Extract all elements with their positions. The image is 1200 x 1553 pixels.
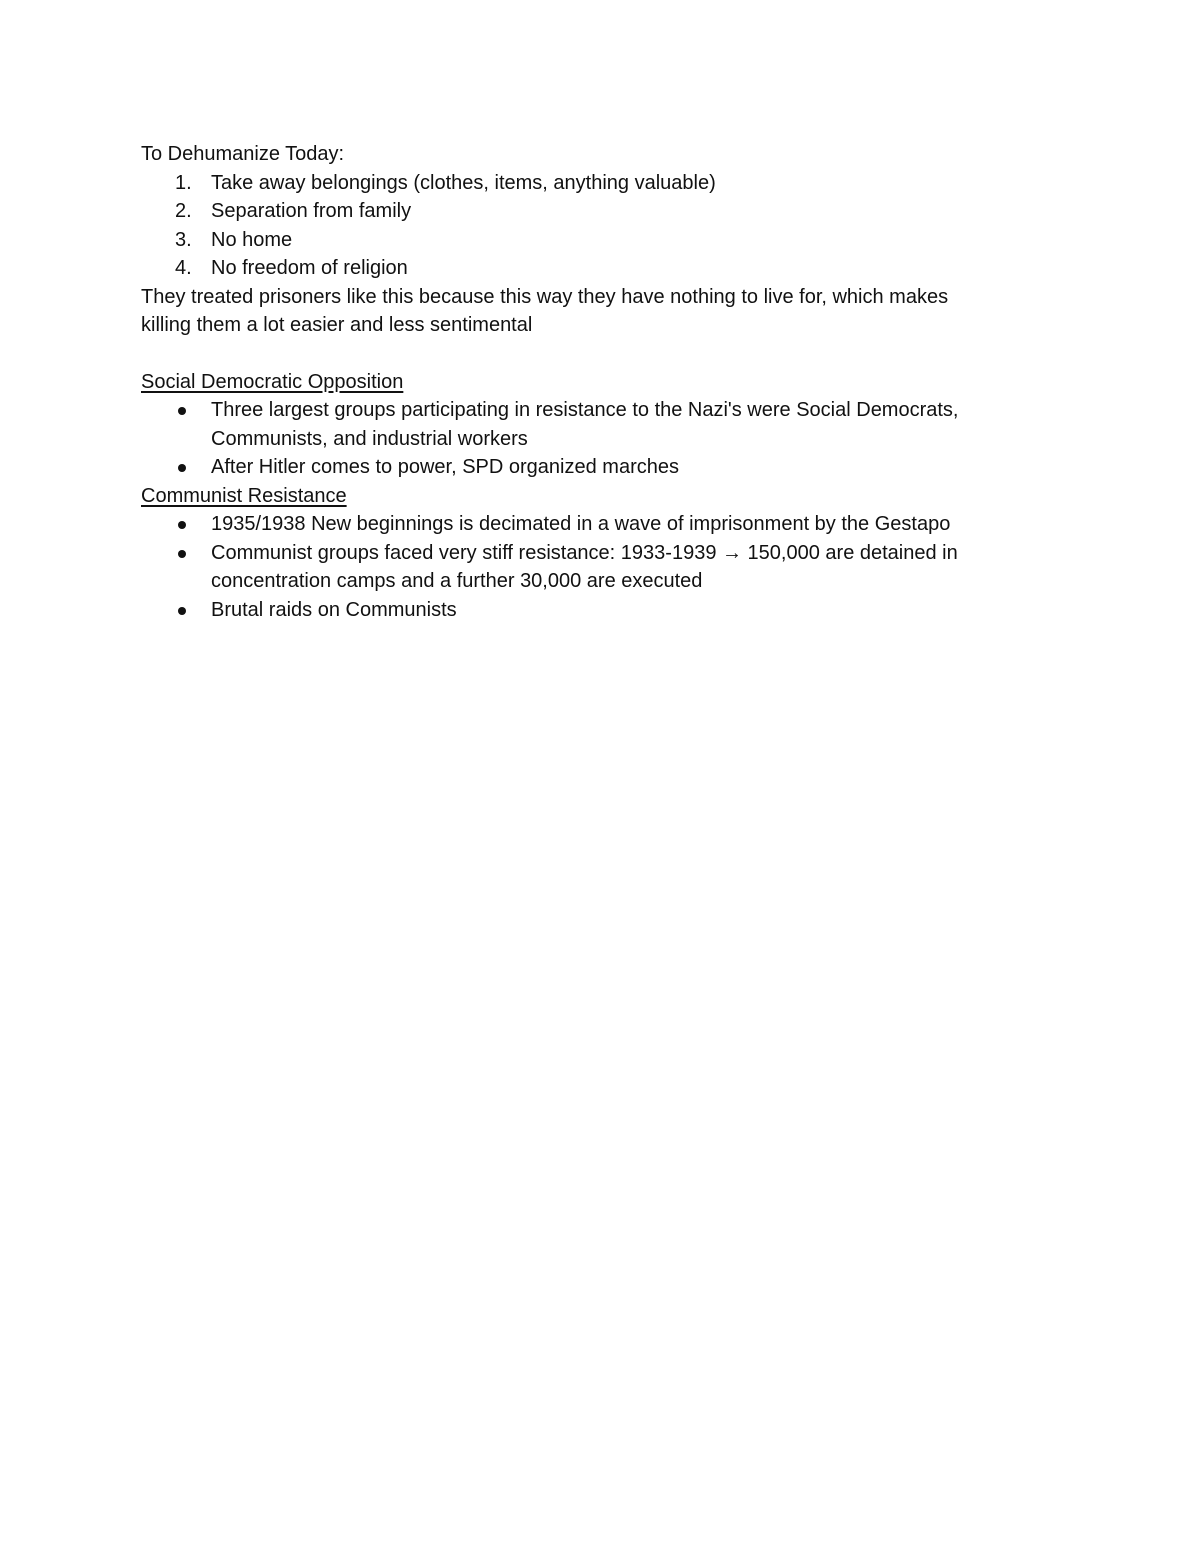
list-item <box>141 510 1041 539</box>
social-democratic-list <box>141 396 1041 482</box>
list-item-text: After Hitler comes to power, SPD organized marches <box>211 456 679 478</box>
social-democratic-heading: Social Democratic Opposition <box>141 370 404 393</box>
paragraph-line: They treated prisoners like this because this way they have nothing to live for, which makes <box>141 285 949 308</box>
bullet-icon <box>178 464 186 472</box>
list-item-text: Take away belongings (clothes, items, anything valuable) <box>211 171 716 194</box>
list-item-text: Three largest groups participating in resistance to the Nazi's were Social Democrats, <box>211 399 959 421</box>
dehumanize-list <box>141 169 1041 283</box>
bullet-icon <box>178 407 186 415</box>
blank-line <box>141 340 1041 368</box>
list-item-text: concentration camps and a further 30,000 are executed <box>211 570 703 592</box>
list-number: 1. <box>175 171 192 194</box>
list-item-text: No freedom of religion <box>211 257 408 279</box>
list-item-text: No home <box>211 228 293 251</box>
list-item <box>141 254 1041 283</box>
list-item <box>141 596 1041 625</box>
list-item <box>141 539 1041 596</box>
list-item-text: Communists, and industrial workers <box>211 427 528 450</box>
bullet-icon <box>178 550 186 558</box>
list-item-text: Separation from family <box>211 200 412 222</box>
list-item-text: Brutal raids on Communists <box>211 598 457 621</box>
list-number: 4. <box>175 257 192 279</box>
paragraph-line: killing them a lot easier and less sentimental <box>141 314 533 336</box>
list-item-text: Communist groups faced very stiff resistance: 1933-1939 → 150,000 are detained in <box>211 541 958 564</box>
list-item <box>141 226 1041 255</box>
bullet-icon <box>178 607 186 615</box>
communist-heading: Communist Resistance <box>141 484 347 507</box>
list-item <box>141 453 1041 482</box>
dehumanize-heading: To Dehumanize Today: <box>141 143 345 165</box>
list-item <box>141 396 1041 453</box>
list-item <box>141 197 1041 226</box>
document-page <box>141 140 1041 624</box>
list-number: 2. <box>175 200 192 222</box>
list-item-text: 1935/1938 New beginnings is decimated in a wave of imprisonment by the Gestapo <box>211 513 951 535</box>
list-item <box>141 169 1041 198</box>
communist-list <box>141 510 1041 624</box>
list-number: 3. <box>175 228 192 251</box>
bullet-icon <box>178 521 186 529</box>
